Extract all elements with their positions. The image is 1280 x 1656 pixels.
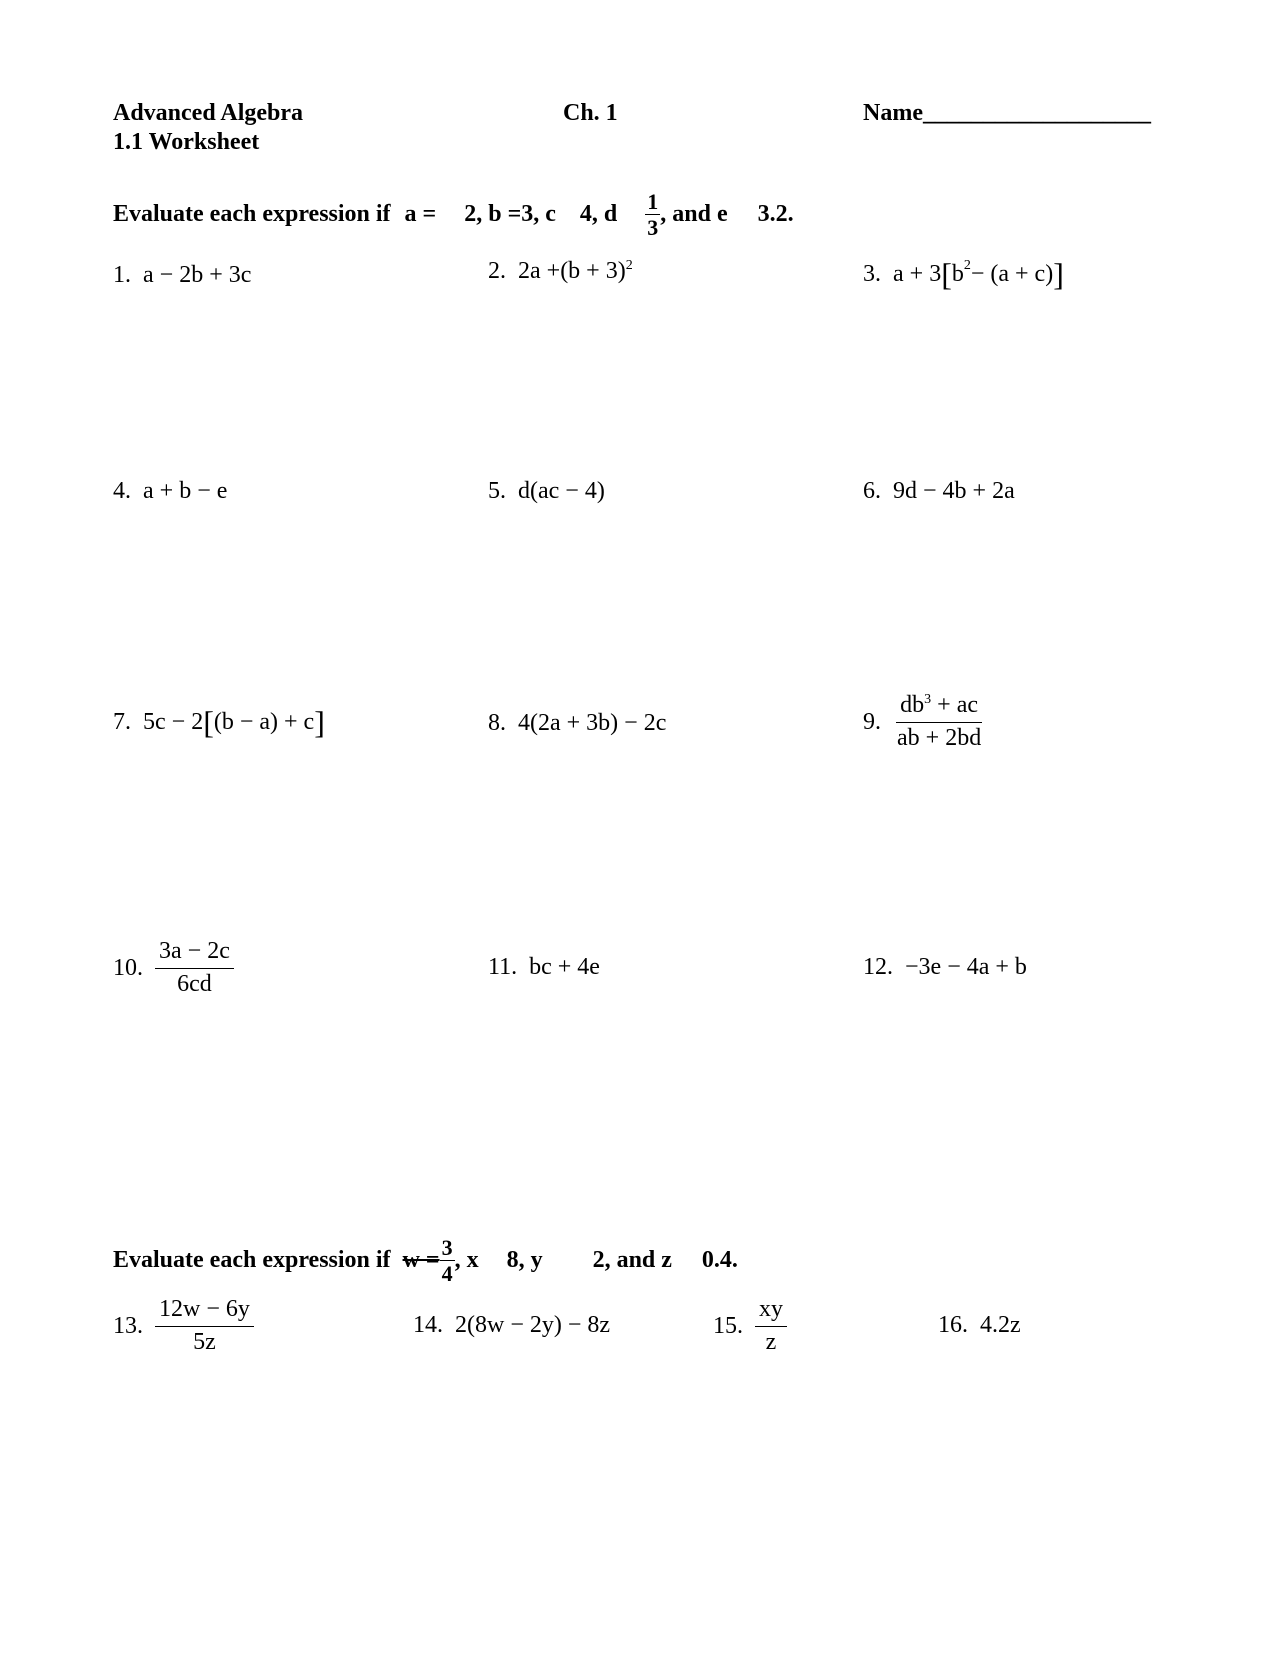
problem-number: 13. [113,1312,143,1339]
problem-2 [488,258,633,285]
numerator: 3a − 2c [155,938,234,969]
name-field: Name___________________ [863,100,1151,126]
problem-number: 7. [113,708,131,735]
z-value: 0.4. [701,1247,738,1274]
left-bracket: [ [203,704,214,740]
problem-1 [113,262,251,289]
problem-14 [413,1312,610,1339]
x-value: 8, y [506,1247,543,1274]
exponent: 2 [963,258,971,273]
problem-number: 4. [113,478,131,504]
var-x: , x [454,1247,479,1274]
e-value: 3.2. [757,201,794,228]
problem-expression: 2(8w − 2y) − 8z [455,1312,611,1338]
instruction-text: Evaluate each expression if [113,201,391,228]
w-denominator: 4 [441,1261,453,1287]
chapter-label: Ch. 1 [563,100,618,126]
exponent: 3 [924,692,932,707]
problem-number: 1. [113,262,131,288]
expression-part: (b − a) + c [213,708,315,735]
expression-part: − (a + c) [970,260,1054,287]
d-denominator: 3 [647,215,659,241]
problem-expression: 4.2z [980,1312,1021,1338]
problem-9 [863,692,985,752]
denominator: 6cd [177,970,212,997]
denominator: 5z [193,1328,216,1355]
d-fraction [645,190,660,239]
problem-expression: −3e − 4a + b [905,954,1027,980]
problem-expression: d(ac − 4) [518,478,605,504]
left-bracket: [ [941,256,952,292]
problem-number: 3. [863,260,881,287]
problem-15 [713,1296,787,1356]
problem-number: 5. [488,478,506,504]
numerator: xy [755,1296,787,1327]
problem-10 [113,938,234,998]
problem-number: 10. [113,954,143,981]
instruction-text: Evaluate each expression if [113,1247,391,1274]
right-bracket: ] [314,704,325,740]
problem-number: 16. [938,1312,968,1338]
problem-3 [863,258,1064,290]
var-a: a = [404,201,437,228]
fraction [755,1296,787,1356]
problem-4 [113,478,227,505]
problem-number: 9. [863,708,881,735]
exponent: 2 [625,258,633,273]
numerator: 12w − 6y [155,1296,254,1327]
problem-7 [113,706,325,738]
problem-6 [863,478,1015,505]
y-value: 2, and z [592,1247,672,1274]
fraction [155,1296,254,1356]
problem-13 [113,1296,254,1356]
problem-16 [938,1312,1021,1339]
problem-expression: a + 3 [893,260,942,287]
var-b: 2, b =3, c [464,201,556,228]
problem-number: 2. [488,258,506,284]
problem-expression: a + b − e [143,478,228,504]
problem-number: 15. [713,1312,743,1339]
problem-expression: 5c − 2 [143,708,204,735]
fraction [893,692,985,752]
expression-part: b [951,260,964,287]
problem-number: 11. [488,954,518,980]
problem-expression: bc + 4e [529,954,600,980]
var-w: w = [402,1247,440,1274]
section1-instruction [113,190,794,239]
w-fraction [440,1236,455,1285]
problem-expression: 2a + [518,258,561,284]
denominator: ab + 2bd [897,724,982,751]
problem-12 [863,954,1027,981]
w-numerator: 3 [441,1235,453,1260]
expression-paren: (b + 3) [560,258,626,284]
problem-number: 6. [863,478,881,504]
course-title: Advanced Algebra [113,100,304,126]
var-e: , and e [660,201,728,228]
denominator: z [765,1328,777,1355]
problem-expression: 4(2a + 3b) − 2c [518,710,667,736]
d-numerator: 1 [647,189,659,214]
problem-expression: a − 2b + 3c [143,262,252,288]
problem-11 [488,954,600,981]
problem-expression: 9d − 4b + 2a [893,478,1015,504]
worksheet-title: 1.1 Worksheet [113,129,260,155]
numerator: $db^3$ + ac [896,692,982,723]
var-c: 4, d [579,201,618,228]
problem-5 [488,478,605,505]
problem-number: 12. [863,954,893,980]
fraction [155,938,234,998]
problem-8 [488,710,666,737]
problem-number: 14. [413,1312,443,1338]
right-bracket: ] [1053,256,1064,292]
problem-number: 8. [488,710,506,736]
section2-instruction [113,1236,738,1285]
